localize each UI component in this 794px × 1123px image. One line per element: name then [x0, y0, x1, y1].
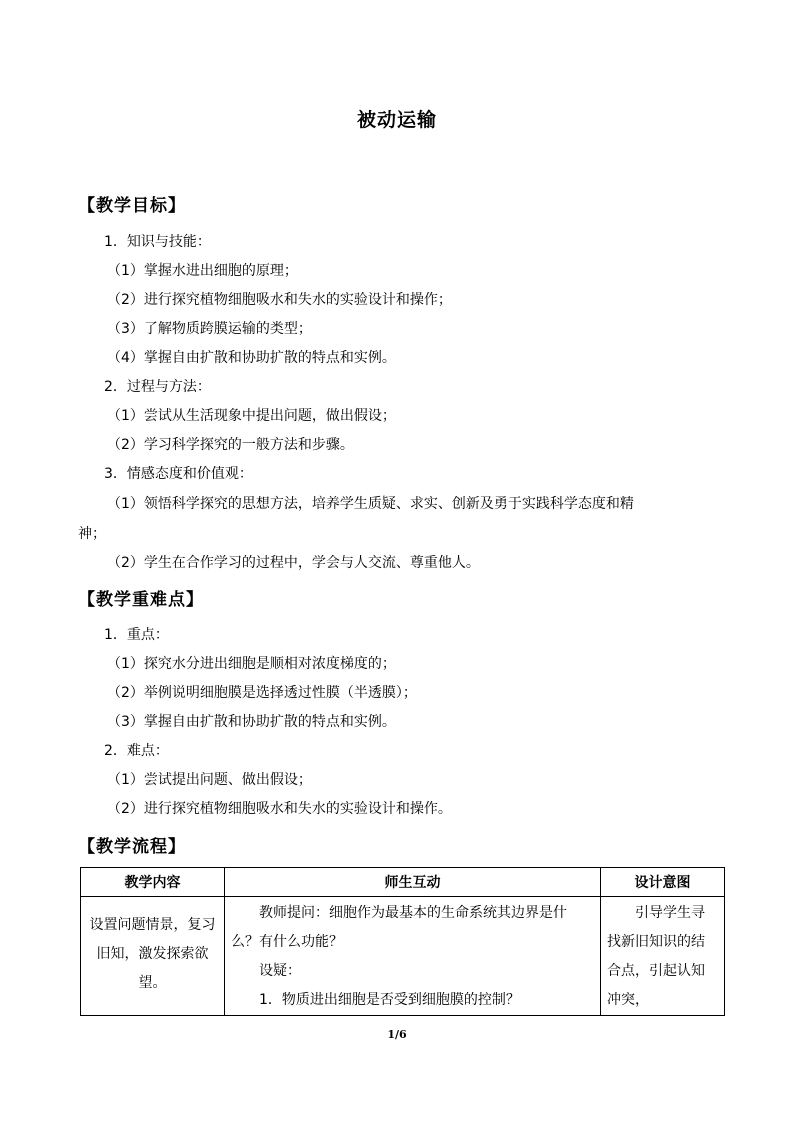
- section-heading-keypoints: 【教学重难点】: [78, 590, 204, 610]
- keypoints-line: （3）掌握自由扩散和协助扩散的特点和实例。: [107, 714, 396, 730]
- table-header-row: [81, 868, 725, 897]
- goals-line: 2．过程与方法：: [104, 379, 211, 395]
- cell-intent: 引导学生寻找新旧知识的结合点，引起认知冲突，: [601, 897, 725, 1016]
- goals-line: 神；: [78, 526, 106, 542]
- goals-line: （2）学生在合作学习的过程中，学会与人交流、尊重他人。: [107, 555, 480, 571]
- goals-line: 1．知识与技能：: [104, 234, 211, 250]
- goals-line: （1）掌握水进出细胞的原理；: [107, 263, 298, 279]
- interaction-doubt-item: 1．物质进出细胞是否受到细胞膜的控制？: [259, 992, 520, 1008]
- table-header-content: 教学内容: [81, 868, 225, 897]
- interaction-question: 教师提问：细胞作为最基本的生命系统其边界是什么？有什么功能？: [231, 905, 567, 950]
- keypoints-line: （2）进行探究植物细胞吸水和失水的实验设计和操作。: [107, 801, 452, 817]
- interaction-doubt-label: 设疑：: [259, 963, 301, 979]
- goals-line: （3）了解物质跨膜运输的类型；: [107, 321, 312, 337]
- goals-line: （2）学习科学探究的一般方法和步骤。: [107, 437, 354, 453]
- cell-interaction: [225, 897, 601, 1016]
- teaching-flow-table: [80, 867, 725, 1016]
- goals-line: （2）进行探究植物细胞吸水和失水的实验设计和操作；: [107, 292, 452, 308]
- goals-line: （4）掌握自由扩散和协助扩散的特点和实例。: [107, 350, 396, 366]
- keypoints-line: 1．重点：: [104, 627, 169, 643]
- keypoints-line: （1）探究水分进出细胞是顺相对浓度梯度的；: [107, 656, 396, 672]
- goals-line: 3．情感态度和价值观：: [104, 466, 253, 482]
- section-heading-goals: 【教学目标】: [78, 196, 186, 216]
- goals-line: （1）领悟科学探究的思想方法，培养学生质疑、求实、创新及勇于实践科学态度和精: [107, 496, 634, 512]
- goals-line: （1）尝试从生活现象中提出问题，做出假设；: [107, 408, 396, 424]
- table-header-intent: 设计意图: [601, 868, 725, 897]
- keypoints-line: （1）尝试提出问题、做出假设；: [107, 772, 312, 788]
- section-heading-flow: 【教学流程】: [78, 837, 186, 857]
- table-row: [81, 897, 725, 1016]
- page-number: 1/6: [387, 1028, 407, 1041]
- keypoints-line: 2．难点：: [104, 743, 169, 759]
- page-title: 被动运输: [356, 109, 437, 131]
- cell-content: 设置问题情景，复习旧知，激发探索欲望。: [81, 897, 225, 1016]
- keypoints-line: （2）举例说明细胞膜是选择透过性膜（半透膜）；: [107, 685, 417, 701]
- table-header-interaction: 师生互动: [225, 868, 601, 897]
